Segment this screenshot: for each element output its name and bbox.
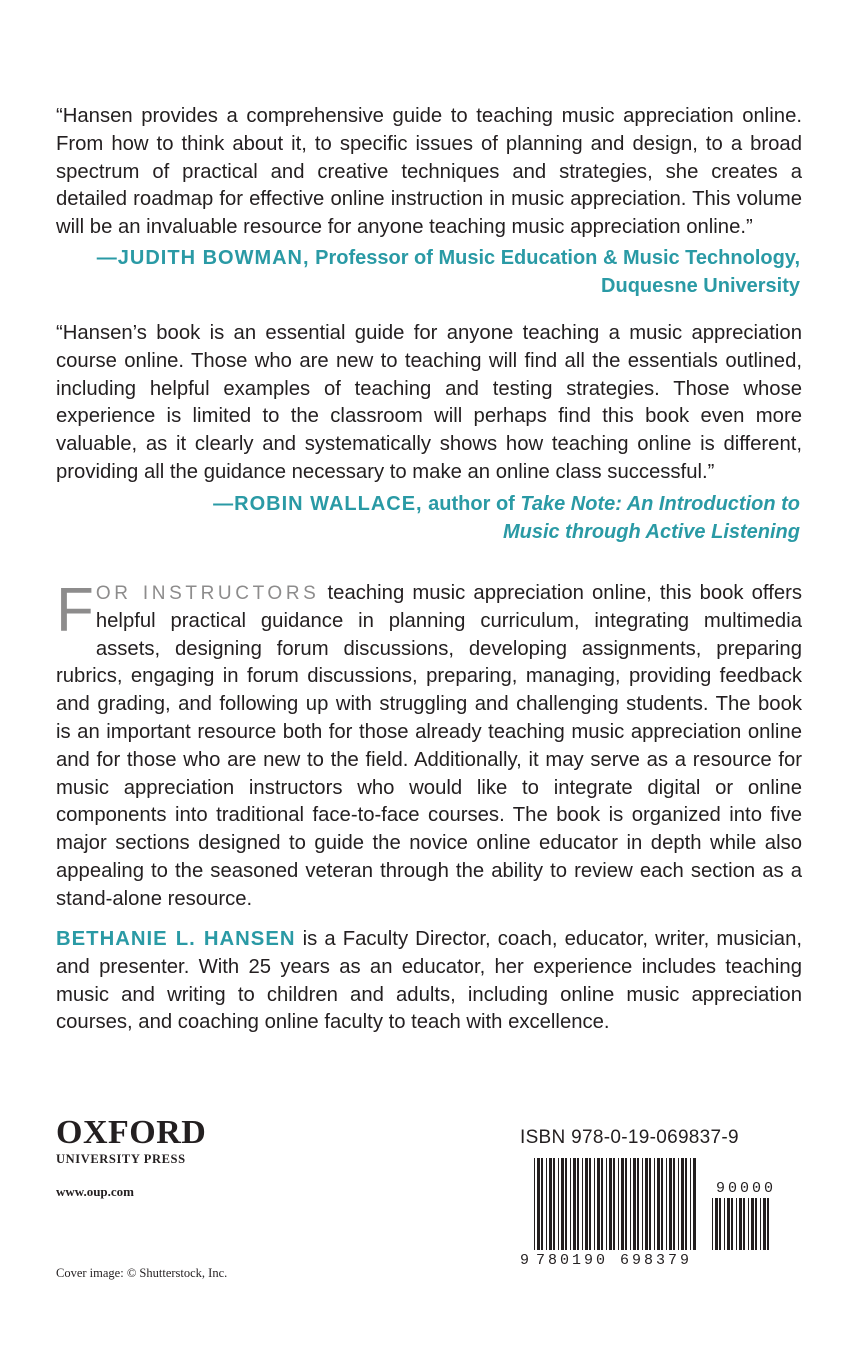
barcode-bar	[621, 1158, 624, 1250]
barcode-bar	[601, 1158, 603, 1250]
publisher-url[interactable]: www.oup.com	[56, 1184, 135, 1199]
barcode-bar	[558, 1158, 559, 1250]
price-bar	[736, 1198, 737, 1250]
quote-robin-wallace: “Hansen’s book is an essential guide for anyone teaching a music appreciation course online. Those who are new to teaching will find all the essentials outlined, including helpful examples of teaching and testing strategies. Those whose experience is limited to the classroom will perhaps find this book even more valuable, as it clearly and systematically shows how teaching online is different, providing all the guidance necessary to make an online class successful.”	[56, 322, 802, 483]
isbn-label: ISBN 978-0-19-069837-9	[520, 1127, 739, 1148]
ean-barcode-bars	[534, 1158, 696, 1250]
barcode-bar	[565, 1158, 567, 1250]
barcode-bar	[630, 1158, 631, 1250]
barcode-bar	[537, 1158, 540, 1250]
price-code: 90000	[716, 1180, 777, 1197]
cover-credit: Cover image: © Shutterstock, Inc.	[56, 1266, 228, 1280]
lead-in: OR INSTRUCTORS	[95, 583, 320, 604]
attribution-robin-wallace	[213, 490, 800, 546]
attribution-book-subtitle: Music through Active Listening	[502, 521, 800, 543]
drop-cap: F	[56, 576, 94, 645]
price-barcode-bars	[712, 1198, 769, 1250]
barcode-bar	[534, 1158, 535, 1250]
barcode-bar	[541, 1158, 543, 1250]
barcode-bar	[690, 1158, 691, 1250]
attribution-name: —JUDITH BOWMAN,	[96, 247, 310, 269]
price-bar	[715, 1198, 718, 1250]
barcode-bar	[549, 1158, 552, 1250]
price-bar	[727, 1198, 730, 1250]
price-bar	[751, 1198, 754, 1250]
author-bio	[56, 926, 802, 1037]
price-bar	[755, 1198, 757, 1250]
barcode-bar	[570, 1158, 571, 1250]
barcode-bar	[582, 1158, 583, 1250]
attribution-judith-bowman	[97, 244, 800, 300]
barcode-digit-lead: 9	[520, 1252, 530, 1268]
barcode-bar	[642, 1158, 643, 1250]
barcode-bar	[618, 1158, 619, 1250]
barcode-bar	[546, 1158, 547, 1250]
barcode-bar	[645, 1158, 648, 1250]
barcode	[520, 1158, 780, 1268]
attribution-institution: Duquesne University	[601, 275, 800, 297]
barcode-bar	[625, 1158, 627, 1250]
price-bar	[724, 1198, 725, 1250]
barcode-bar	[589, 1158, 591, 1250]
price-bar	[719, 1198, 721, 1250]
barcode-bar	[673, 1158, 675, 1250]
barcode-bar	[633, 1158, 636, 1250]
barcode-bar	[609, 1158, 612, 1250]
price-bar	[748, 1198, 749, 1250]
barcode-bar	[681, 1158, 684, 1250]
book-description	[56, 576, 803, 914]
publisher-name: OXFORD	[56, 1114, 207, 1151]
barcode-bar	[678, 1158, 679, 1250]
price-bar	[731, 1198, 733, 1250]
quote-judith-bowman: “Hansen provides a comprehensive guide to teaching music appreciation online. From how to think about it, to specific issues of planning and design, to a broad spectrum of practical and creative techniques and strategies, she creates a detailed roadmap for effective online instruction in music appreciation. This volume will be an invaluable resource for anyone teaching music appreciation online.”	[56, 105, 802, 239]
publisher-subname: UNIVERSITY PRESS	[56, 1152, 186, 1166]
price-bar	[767, 1198, 769, 1250]
barcode-bar	[657, 1158, 660, 1250]
barcode-bar	[661, 1158, 663, 1250]
barcode-bar	[637, 1158, 639, 1250]
barcode-digits-right: 698379	[620, 1252, 693, 1268]
price-bar	[743, 1198, 745, 1250]
barcode-bar	[561, 1158, 564, 1250]
attribution-role: author of	[428, 493, 515, 515]
bio-text: is a Faculty Director, coach, educator, writer, musician, and presenter. With 25 years as an educator, her experience includes teaching music and writing to children and adults, including online music appreciation courses, and coaching online faculty to teach with excellence.	[56, 928, 802, 1034]
price-bar	[712, 1198, 713, 1250]
price-bar	[739, 1198, 742, 1250]
barcode-bar	[693, 1158, 696, 1250]
barcode-bar	[597, 1158, 600, 1250]
barcode-bar	[613, 1158, 615, 1250]
barcode-bar	[585, 1158, 588, 1250]
author-name: BETHANIE L. HANSEN	[56, 928, 296, 950]
description-text: teaching music appreciation online, this book offers helpful practical guidance in planning curriculum, integrating multimedia assets, designing forum discussions, developing assignments, preparing rubrics, engaging in forum discussions, preparing, managing, providing feedback and grading, and following up with struggling and challenging students. The book is an important resource both for those already teaching music appreciation online and for those who are new to the field. Additionally, it may serve as a resource for music appreciation instructors who would like to integrate digital or online components into traditional face-to-face courses. The book is organized into five major sections designed to guide the novice online educator in depth while also appealing to the seasoned veteran through the ability to review each section as a stand-alone resource.	[56, 582, 803, 910]
price-bar	[760, 1198, 761, 1250]
barcode-bar	[577, 1158, 579, 1250]
barcode-bar	[669, 1158, 672, 1250]
barcode-bar	[573, 1158, 576, 1250]
barcode-bar	[553, 1158, 555, 1250]
attribution-book-title: Take Note: An Introduction to	[520, 493, 800, 515]
attribution-affiliation: Professor of Music Education & Music Technology,	[315, 247, 800, 269]
barcode-bar	[649, 1158, 651, 1250]
barcode-bar	[594, 1158, 595, 1250]
barcode-digits-left: 780190	[536, 1252, 609, 1268]
barcode-bar	[606, 1158, 607, 1250]
barcode-bar	[685, 1158, 687, 1250]
barcode-bar	[654, 1158, 655, 1250]
publisher-logo	[56, 1116, 206, 1167]
price-bar	[763, 1198, 766, 1250]
attribution-name: —ROBIN WALLACE,	[213, 493, 423, 515]
barcode-bar	[666, 1158, 667, 1250]
